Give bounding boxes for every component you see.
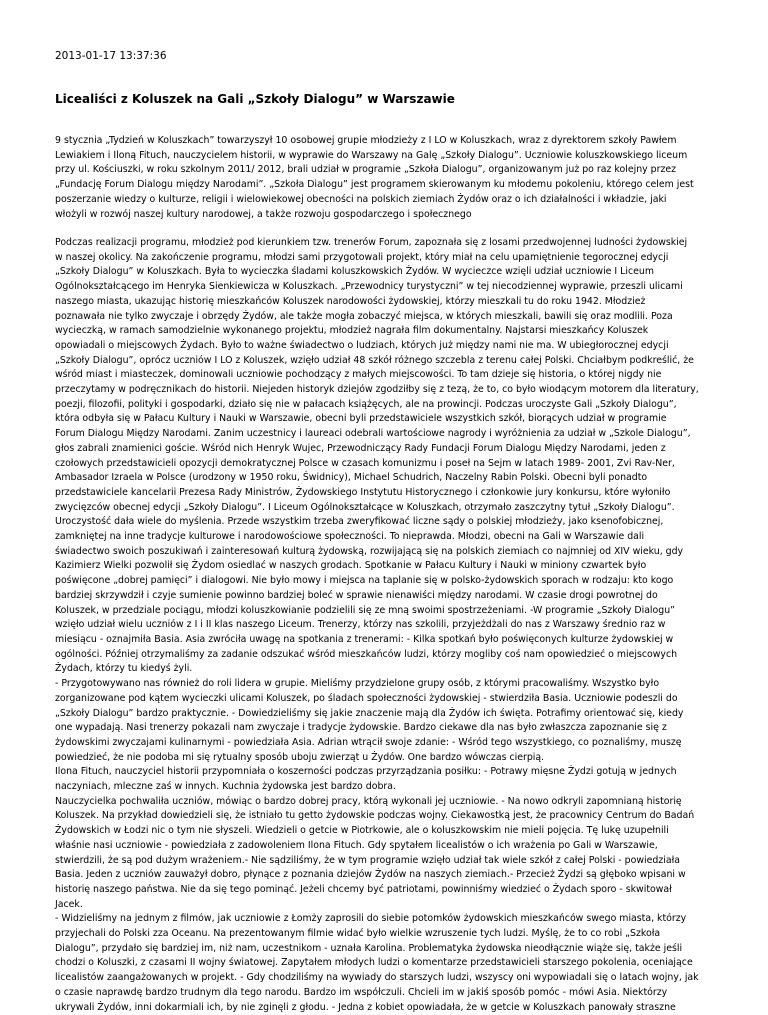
body-line: chodzi o Koluszki, z czasami II wojny światowej. Zapytałem młodych ludzi o komentarze przedstawicieli starszego pokolenia, oceniające [55,957,693,969]
body-line: ogólności. Później otrzymaliśmy za zadanie odszukać wśród mieszkańców ludzi, którzy mogliby coś nam opowiedzieć o miejscowych [55,648,678,660]
body-line: historię naszego państwa. Nie da się tego pominąć. Jeżeli chcemy być patriotami, powinniśmy wiedzieć o Żydach sporo - skwitował [55,883,672,895]
body-line: właśnie nasi uczniowie - powiedziała z zadowoleniem Ilona Fituch. Gdy spytałem licealistów o ich wrażenia po Gali w Warszawie, [55,839,658,851]
body-line: wycieczką, w ramach samodzielnie wykonanego projektu, młodzież nagrała film dokumentalny. Najstarsi mieszkańcy Koluszek [55,325,649,337]
body-line: wśród miast i miasteczek, dominowali uczniowie pochodzący z małych miejscowości. To tam dzieje się historia, o której nigdy nie [55,369,662,381]
body-line: „Szkoły Dialogu” w Koluszkach. Była to wycieczka śladami koluszkowskich Żydów. W wycieczce wzięli udział uczniowie I Liceum [55,266,654,278]
body-line: głos zabrali znamienici goście. Wśród nich Henryk Wujec, Przewodniczący Rady Fundacji Forum Dialogu Między Narodami, jeden z [55,442,666,454]
body-line: Podczas realizacji programu, młodzież pod kierunkiem tzw. trenerów Forum, zapoznała się z losami przedwojennej ludności żydowskiej [55,237,688,248]
body-line: opowiadali o miejscowych Żydach. Było to ważne świadectwo o ludziach, których już między nami nie ma. W ubiegłorocznej edycji [55,339,669,351]
body-line: zwycięzców obecnej edycji „Szkoły Dialogu”. I Liceum Ogólnokształcące w Koluszkach, otrzymało zaszczytny tytuł „Szkoły Dialogu”. [55,501,675,513]
body-line: Koluszek, w przedziale pociągu, młodzi koluszkowianie podzielili się ze mną swoimi spostrzeżeniami. -W programie „Szkoły Dialogu” [55,604,676,616]
body-line: Ogólnokształcącego im Henryka Sienkiewicza w Koluszkach. „Przewodnicy turystyczni” w tej niecodziennej wyprawie, przeszli ulicami [55,281,683,293]
body-line: żydowskimi zwyczajami kulinarnymi - powiedziała Asia. Adrian wtrącił swoje zdanie: - Wśród tego wszystkiego, co poznaliśmy, muszę [55,736,682,748]
body-line: Uroczystość dała wiele do myślenia. Przede wszystkim trzeba zweryfikować liczne sądy o polskiej młodzieży, jako ksenofobicznej, [55,516,664,528]
intro-line: „Fundację Forum Dialogu między Narodami”. „Szkoła Dialogu” jest programem skierowanym ku młodemu pokoleniu, którego celem jest [55,179,694,191]
body-line: wzięło udział wielu uczniów z I i II klas naszego Liceum. Trenerzy, którzy nas szkolili, przyjeżdżali do nas z Warszawy średnio raz w [55,619,666,631]
body-line: Żydach, którzy tu kiedyś żyli. [55,663,193,675]
body-line: - Przygotowywano nas również do roli lidera w grupie. Mieliśmy przydzielone grupy osób, z którymi pracowaliśmy. Wszystko było [55,678,660,690]
body-line: Ilona Fituch, nauczyciel historii przypomniała o koszerności podczas przyrządzania posiłku: - Potrawy mięsne Żydzi gotują w jednych [55,766,677,778]
body-paragraph [55,236,715,1015]
body-line: przeczytamy w podręcznikach do historii. Niejeden historyk dziejów zgodziłby się z tezą, że to, co było wiodącym motorem dla literatury, [55,384,699,396]
body-line: naczyniach, mleczne zaś w innych. Kuchnia żydowska jest bardzo dobra. [55,781,396,793]
body-line: poświęcone „dobrej pamięci” i dialogowi. Nie było mowy i miejsca na taplanie się w polsko-żydowskich sporach w rodzaju: kto kogo [55,575,674,587]
body-line: bardziej skrzywdził i czyje sumienie powinno bardziej boleć w sprawie nienawiści między narodami. W czasie drogi powrotnej do [55,589,658,601]
body-line: poznawała nie tylko zwyczaje i obrzędy Żydów, ale także mogła zobaczyć miejsca, w których mieszkali, bawili się oraz modlili. Poza [55,310,673,322]
body-line: poezji, filozofii, polityki i gospodarki, działo się nie w pałacach książęcych, ale na prowincji. Podczas uroczyste Gali „Szkoły Dialogu”, [55,398,677,410]
publication-timestamp: 2013-01-17 13:37:36 [55,50,167,62]
body-line: która odbyła się w Pałacu Kultury i Nauki w Warszawie, obecni byli przedstawiciele wszystkich szkół, biorących udział w programie [55,413,667,425]
body-line: Żydowskich w Łodzi nic o tym nie słyszeli. Wiedzieli o getcie w Piotrkowie, ale o koluszkowskim nie mieli pojęcia. Tę lukę uzupełnili [55,825,669,837]
body-line: one wypadają. Nasi trenerzy pokazali nam zwyczaje i tradycje żydowskie. Bardzo ciekawe dla nas było zwłaszcza zapoznanie się z [55,722,667,734]
body-line: „Szkoły Dialogu”, oprócz uczniów I LO z Koluszek, wzięło udział 48 szkół różnego szczebla z terenu całej Polski. Chciałbym podkreślić, że [55,354,694,366]
body-line: - Widzieliśmy na jednym z filmów, jak uczniowie z Łomży zaprosili do siebie potomków żydowskich mieszkańców swego miasta, którzy [55,913,687,925]
intro-line: 9 stycznia „Tydzień w Koluszkach” towarzyszył 10 osobowej grupie młodzieży z I LO w Koluszkach, wraz z dyrektorem szkoły Pawłem [55,135,677,146]
body-line: licealistów zaangażowanych w projekt. - Gdy chodziliśmy na wywiady do starszych ludzi, wszyscy oni wypowiadali się o latach wojny, jak [55,972,699,984]
body-line: powiedzieć, że nie podoba mi się rytualny sposób uboju zwierząt u Żydów. One bardzo wówczas cierpią. [55,751,545,763]
body-line: Kazimierz Wielki pozwolił się Żydom osiedlać w naszych grodach. Spotkanie w Pałacu Kultury i Nauki w miniony czwartek było [55,560,647,572]
body-line: świadectwo swoich poszukiwań i zainteresowań kulturą żydowską, rozwijającą się na polskich ziemiach co najmniej od XIV wieku, gdy [55,545,684,557]
body-line: przedstawiciele kancelarii Prezesa Rady Ministrów, Żydowskiego Instytutu Historycznego i członkowie jury konkursu, które wyłoniło [55,486,671,498]
intro-line: poszerzanie wiedzy o kulturze, religii i wielowiekowej obecności na polskich ziemiach Żydów oraz o ich działalności i wkładzie, jaki [55,193,667,205]
body-line: Basia. Jeden z uczniów zauważył dobro, płynące z poznania dziejów Żydów na naszych ziemiach.- Przecież Żydzi są głęboko wpisani w [55,869,686,881]
body-line: Dialogu”, przydało się bardziej im, niż nam, uczestnikom - uznała Karolina. Problematyka żydowska nieodłącznie wiąże się, także jeśli [55,942,683,954]
body-line: Koluszek. Na przykład dowiedzieli się, że istniało tu getto żydowskie podczas wojny. Ciekawostką jest, że pracownicy Centrum do Badań [55,810,695,822]
body-line: stwierdzili, że są pod dużym wrażeniem.- Nie sądziliśmy, że w tym programie wzięło udział tak wiele szkół z całej Polski - powiedziała [55,854,681,866]
intro-paragraph [55,134,715,222]
intro-line: przy ul. Kościuszki, w roku szkolnym 2011/ 2012, brali udział w programie „Szkoła Dialogu”, organizowanym już po raz kolejny przez [55,164,677,176]
intro-line: Lewiakiem i Iloną Fituch, nauczycielem historii, w wyprawie do Warszawy na Galę „Szkoły Dialogu”. Uczniowie koluszkowskiego liceum [55,149,688,161]
body-line: „Szkoły Dialogu” bardzo praktycznie. - Dowiedzieliśmy się jakie znaczenie mają dla Żydów ich święta. Potrafimy orientować się, kiedy [55,707,684,719]
body-line: zamkniętej na inne tradycje kulturowe i narodowościowe społeczności. To nieprawda. Młodzi, obecni na Gali w Warszawie dali [55,531,645,543]
body-line: zorganizowane pod kątem wycieczki ulicami Koluszek, po śladach społeczności żydowskiej - stwierdziła Basia. Uczniowie podeszli do [55,692,678,704]
body-line: Ambasador Izraela w Polsce (urodzony w 1950 roku, Świdnicy), Michael Schudrich, Naczelny Rabin Polski. Obecni byli ponadto [55,472,648,484]
body-line: Jacek. [55,898,83,910]
intro-line: włożyli w rozwój naszej kultury narodowej, a także rozwoju gospodarczego i społecznego [55,208,472,220]
body-line: przyjechali do Polski zza Oceanu. Na prezentowanym filmie widać było wielkie wzruszenie tych ludzi. Myślę, że to co robi „Szkoła [55,928,661,940]
body-line: o czasie naprawdę bardzo trudnym dla tego narodu. Bardzo im współczuli. Chcieli im w jakiś sposób pomóc - mówi Asia. Niektórzy [55,986,668,998]
body-line: czołowych przedstawicieli opozycji demokratycznej Polsce w czasach komunizmu i poseł na Sejm w latach 1989- 2001, Zvi Rav-Ner, [55,457,675,469]
body-line: naszego miasta, ukazując historię mieszkańców Koluszek narodowości żydowskiej, którzy mieszkali tu do roku 1942. Młodzież [55,295,646,307]
body-line: w naszej okolicy. Na zakończenie programu, młodzi sami przygotowali projekt, który miał na celu upamiętnienie tegorocznej edycji [55,251,669,263]
article-title: Licealiści z Koluszek na Gali „Szkoły Dialogu” w Warszawie [55,92,455,106]
body-line: Forum Dialogu Między Narodami. Zanim uczestnicy i laureaci odebrali wartościowe nagrody i wyróżnienia za udział w „Szkole Dialogu”, [55,428,691,440]
body-line: miesiącu - oznajmiła Basia. Asia zwróciła uwagę na spotkania z trenerami: - Kilka spotkań było poświęconych kulturze żydowskiej w [55,633,674,645]
body-line: ukrywali Żydów, inni dokarmiali ich, by nie zginęli z głodu. - Jedna z kobiet opowiadała, że w getcie w Koluszkach panowały straszne [55,1001,676,1013]
body-line: Nauczycielka pochwaliła uczniów, mówiąc o bardzo dobrej pracy, którą wykonali jej uczniowie. - Na nowo odkryli zapomnianą historię [55,795,682,807]
